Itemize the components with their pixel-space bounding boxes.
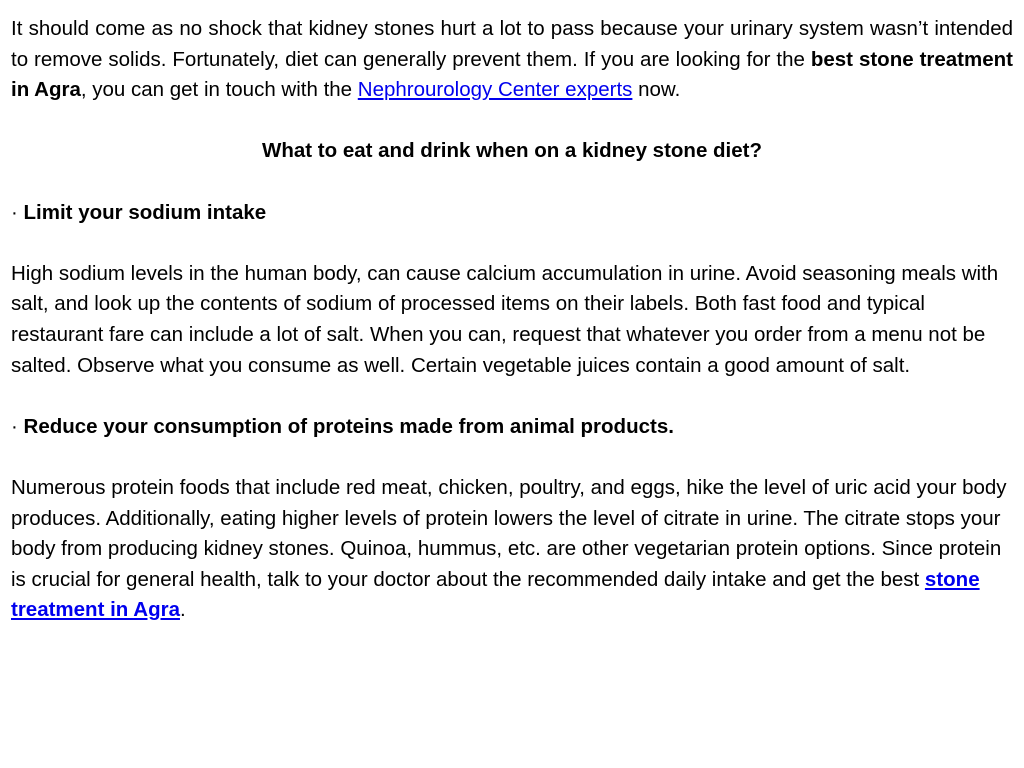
intro-paragraph bbox=[11, 14, 1013, 106]
intro-text-1: It should come as no shock that kidney stones hurt a lot to pass because your urinary system wasn’t intended to remove solids. Fortunately, diet can generally prevent them. If you are looking for the bbox=[11, 17, 1013, 71]
protein-end-text: . bbox=[179, 598, 186, 622]
spacer bbox=[11, 381, 1013, 412]
sodium-paragraph: High sodium levels in the human body, can cause calcium accumulation in urine. Avoid seasoning meals with salt, and look up the contents of sodium of processed items on their labels. Both fast food and typical restaurant fare can include a lot of salt. When you can, request that whatever you order from a menu not be salted. Observe what you consume as well. Certain vegetable juices contain a good amount of salt. bbox=[11, 261, 999, 377]
sodium-subheading-title: Limit your sodium intake bbox=[23, 200, 267, 224]
stone-treatment-link[interactable]: stone treatment in Agra bbox=[11, 567, 980, 622]
protein-subheading-title: Reduce your consumption of proteins made from animal products. bbox=[23, 414, 674, 438]
spacer bbox=[11, 442, 1013, 473]
nephrourology-center-link[interactable]: Nephrourology Center experts bbox=[357, 78, 633, 102]
protein-paragraph bbox=[11, 473, 1013, 626]
bullet: · bbox=[11, 200, 24, 224]
intro-text-3: now. bbox=[632, 78, 681, 102]
intro-text-2: , you can get in touch with the bbox=[80, 78, 358, 102]
bullet: · bbox=[11, 414, 24, 438]
protein-subheading bbox=[11, 412, 1013, 443]
document-page bbox=[11, 14, 1013, 626]
spacer bbox=[11, 167, 1013, 198]
sodium-subheading bbox=[11, 198, 1013, 229]
protein-body-text: Numerous protein foods that include red meat, chicken, poultry, and eggs, hike the level of uric acid your body produces. Additionally, eating higher levels of protein lowers the level of citrate in urine. The citrate stops your body from producing kidney stones. Quinoa, hummus, etc. are other vegetarian protein options. Since protein is crucial for general health, talk to your doctor about the recommended daily intake and get the best bbox=[11, 475, 1007, 591]
section-heading: What to eat and drink when on a kidney stone diet? bbox=[261, 139, 763, 163]
intro-bold-keyword: best stone treatment in Agra bbox=[11, 47, 1013, 102]
spacer bbox=[11, 106, 1013, 137]
spacer bbox=[11, 228, 1013, 259]
